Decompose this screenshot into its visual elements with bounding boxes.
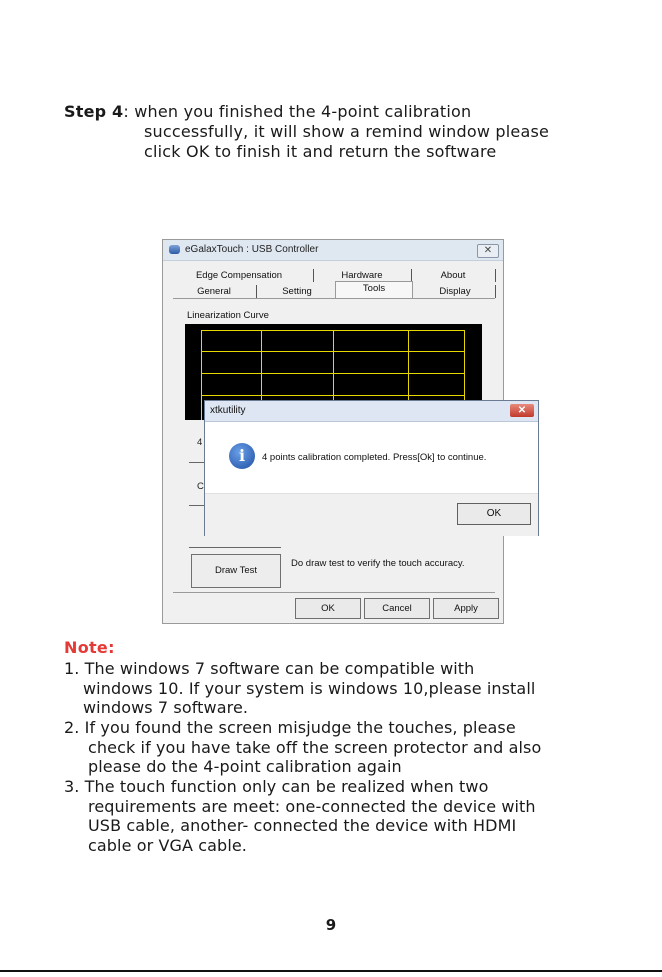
app-icon xyxy=(169,245,180,254)
tab-separator xyxy=(495,285,496,298)
step-line-3: click OK to finish it and return the software xyxy=(144,142,497,161)
note-2-line-2: check if you have take off the screen protector and also xyxy=(88,737,542,757)
note-3-line-1: 3. The touch function only can be realized when two xyxy=(64,777,489,796)
apply-button[interactable]: Apply xyxy=(433,598,499,619)
note-3-line-3: USB cable, another- connected the device with HDMI xyxy=(88,816,517,835)
draw-test-button[interactable]: Draw Test xyxy=(191,554,281,588)
note-3-line-4: cable or VGA cable. xyxy=(88,835,247,855)
step-line-2: successfully, it will show a remind window please xyxy=(144,122,550,141)
note-2-line-1: 2. If you found the screen misjudge the touches, please xyxy=(64,718,516,737)
info-icon: i xyxy=(229,443,255,469)
tab-separator xyxy=(495,269,496,282)
tab-about[interactable]: About xyxy=(440,270,466,281)
window-title: eGalaxTouch : USB Controller xyxy=(185,244,319,255)
tab-divider xyxy=(173,298,495,299)
footer-divider xyxy=(173,592,495,593)
dialog-titlebar xyxy=(205,401,538,422)
step-line-1: : when you finished the 4-point calibration xyxy=(123,102,472,121)
tab-separator xyxy=(313,269,314,282)
window-close-button[interactable]: ✕ xyxy=(477,244,499,258)
tab-display[interactable]: Display xyxy=(439,286,471,297)
note-3-line-2: requirements are meet: one-connected the device with xyxy=(88,796,536,816)
footer-rule xyxy=(0,970,662,972)
note-item-1 xyxy=(64,659,535,718)
dialog-ok-button[interactable]: OK xyxy=(457,503,531,525)
note-2-line-3: please do the 4-point calibration again xyxy=(88,757,402,776)
tab-general[interactable]: General xyxy=(197,286,231,297)
tab-separator xyxy=(256,285,257,298)
note-1-line-1: 1. The windows 7 software can be compatible with xyxy=(64,659,475,678)
step-4-text xyxy=(64,102,549,162)
tab-setting[interactable]: Setting xyxy=(282,286,312,297)
hidden-label-4: 4 xyxy=(197,437,203,448)
dialog-close-button[interactable]: ✕ xyxy=(510,404,534,417)
dialog-title: xtkutility xyxy=(210,405,246,416)
ok-button[interactable]: OK xyxy=(295,598,361,619)
step-label: Step 4 xyxy=(64,102,124,121)
tab-hardware[interactable]: Hardware xyxy=(341,270,383,281)
note-1-line-3: windows 7 software. xyxy=(83,698,249,717)
note-heading: Note: xyxy=(64,638,115,657)
note-item-2 xyxy=(64,718,541,777)
calibration-complete-dialog xyxy=(204,400,539,536)
page-number: 9 xyxy=(325,916,337,934)
tab-tools[interactable]: Tools xyxy=(335,281,413,299)
panel-edge xyxy=(189,547,281,548)
tab-edge-compensation[interactable]: Edge Compensation xyxy=(195,270,283,281)
draw-test-description: Do draw test to verify the touch accuracy. xyxy=(291,558,465,569)
dialog-message: 4 points calibration completed. Press[Ok] to continue. xyxy=(262,452,487,463)
window-titlebar xyxy=(163,240,503,261)
hidden-label-c: C xyxy=(197,481,204,492)
note-item-3 xyxy=(64,777,536,855)
linearization-label: Linearization Curve xyxy=(187,310,269,321)
note-1-line-2: windows 10. If your system is windows 10,please install xyxy=(83,678,536,698)
cancel-button[interactable]: Cancel xyxy=(364,598,430,619)
